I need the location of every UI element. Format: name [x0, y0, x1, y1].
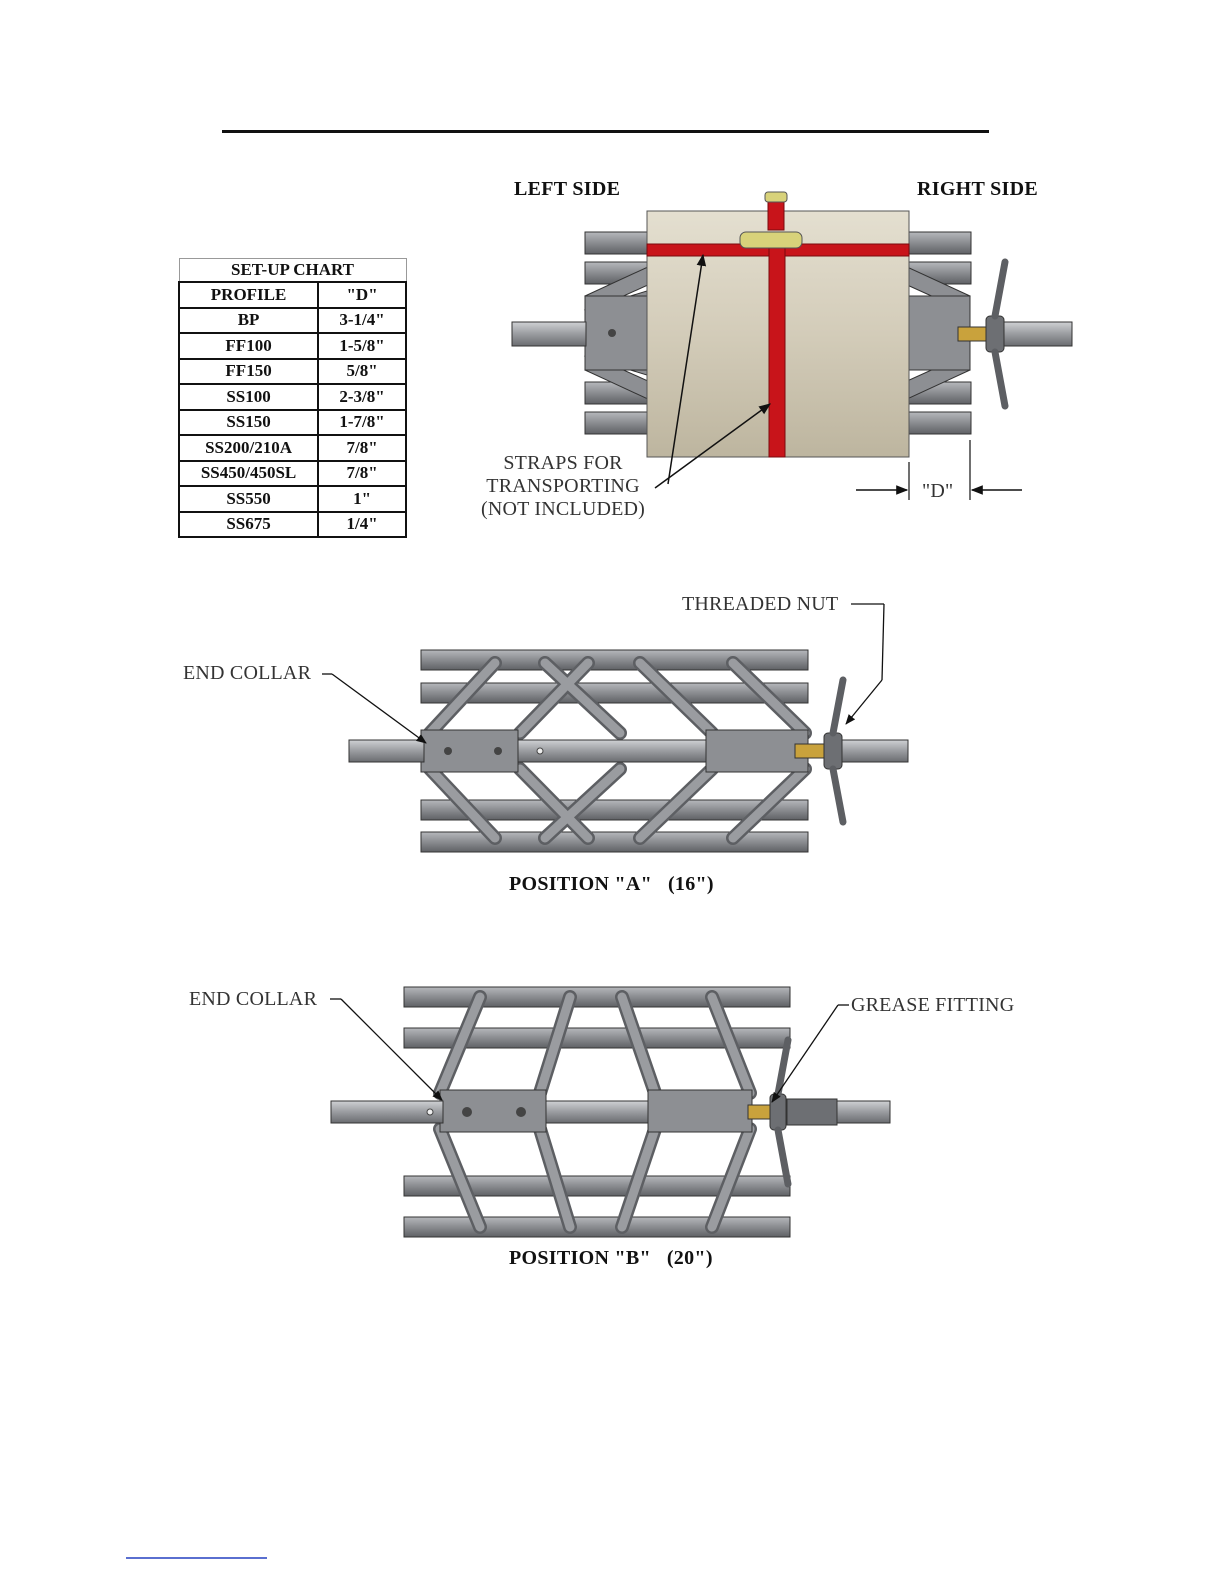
right-side-label: RIGHT SIDE: [917, 178, 1039, 200]
profile-cell: SS150: [179, 410, 318, 436]
profile-cell: SS100: [179, 384, 318, 410]
d-value-cell: 5/8": [318, 359, 406, 385]
drum-assembly-top: [512, 192, 1072, 457]
position-b-caption: POSITION "B" (20"): [509, 1247, 713, 1269]
dimension-d-label: "D": [922, 480, 954, 502]
position-a-assembly: [349, 650, 908, 852]
profile-cell: SS675: [179, 512, 318, 538]
profile-cell: FF150: [179, 359, 318, 385]
position-a-caption: POSITION "A" (16"): [509, 873, 714, 895]
d-value-cell: 1-5/8": [318, 333, 406, 359]
d-value-cell: 1": [318, 486, 406, 512]
d-value-cell: 1-7/8": [318, 410, 406, 436]
end-collar-label-a: END COLLAR: [183, 662, 312, 684]
profile-cell: SS450/450SL: [179, 461, 318, 487]
d-value-cell: 7/8": [318, 461, 406, 487]
d-value-cell: 7/8": [318, 435, 406, 461]
setup-chart-title: SET-UP CHART: [179, 259, 406, 283]
straps-callout-line: (NOT INCLUDED): [480, 498, 646, 520]
straps-callout: [468, 452, 658, 521]
grease-fitting-label: GREASE FITTING: [851, 994, 1015, 1016]
profile-cell: SS550: [179, 486, 318, 512]
column-header-d: "D": [318, 282, 406, 308]
d-value-cell: 3-1/4": [318, 308, 406, 334]
d-value-cell: 1/4": [318, 512, 406, 538]
threaded-nut-label: THREADED NUT: [682, 593, 839, 615]
straps-callout-line: TRANSPORTING: [486, 475, 640, 497]
profile-cell: FF100: [179, 333, 318, 359]
footer-rule: [126, 1557, 267, 1559]
profile-cell: SS200/210A: [179, 435, 318, 461]
position-b-assembly: [331, 987, 890, 1237]
profile-cell: BP: [179, 308, 318, 334]
end-collar-label-b: END COLLAR: [189, 988, 318, 1010]
column-header-profile: PROFILE: [179, 282, 318, 308]
d-value-cell: 2-3/8": [318, 384, 406, 410]
straps-callout-line: STRAPS FOR: [503, 452, 623, 474]
left-side-label: LEFT SIDE: [514, 178, 621, 200]
